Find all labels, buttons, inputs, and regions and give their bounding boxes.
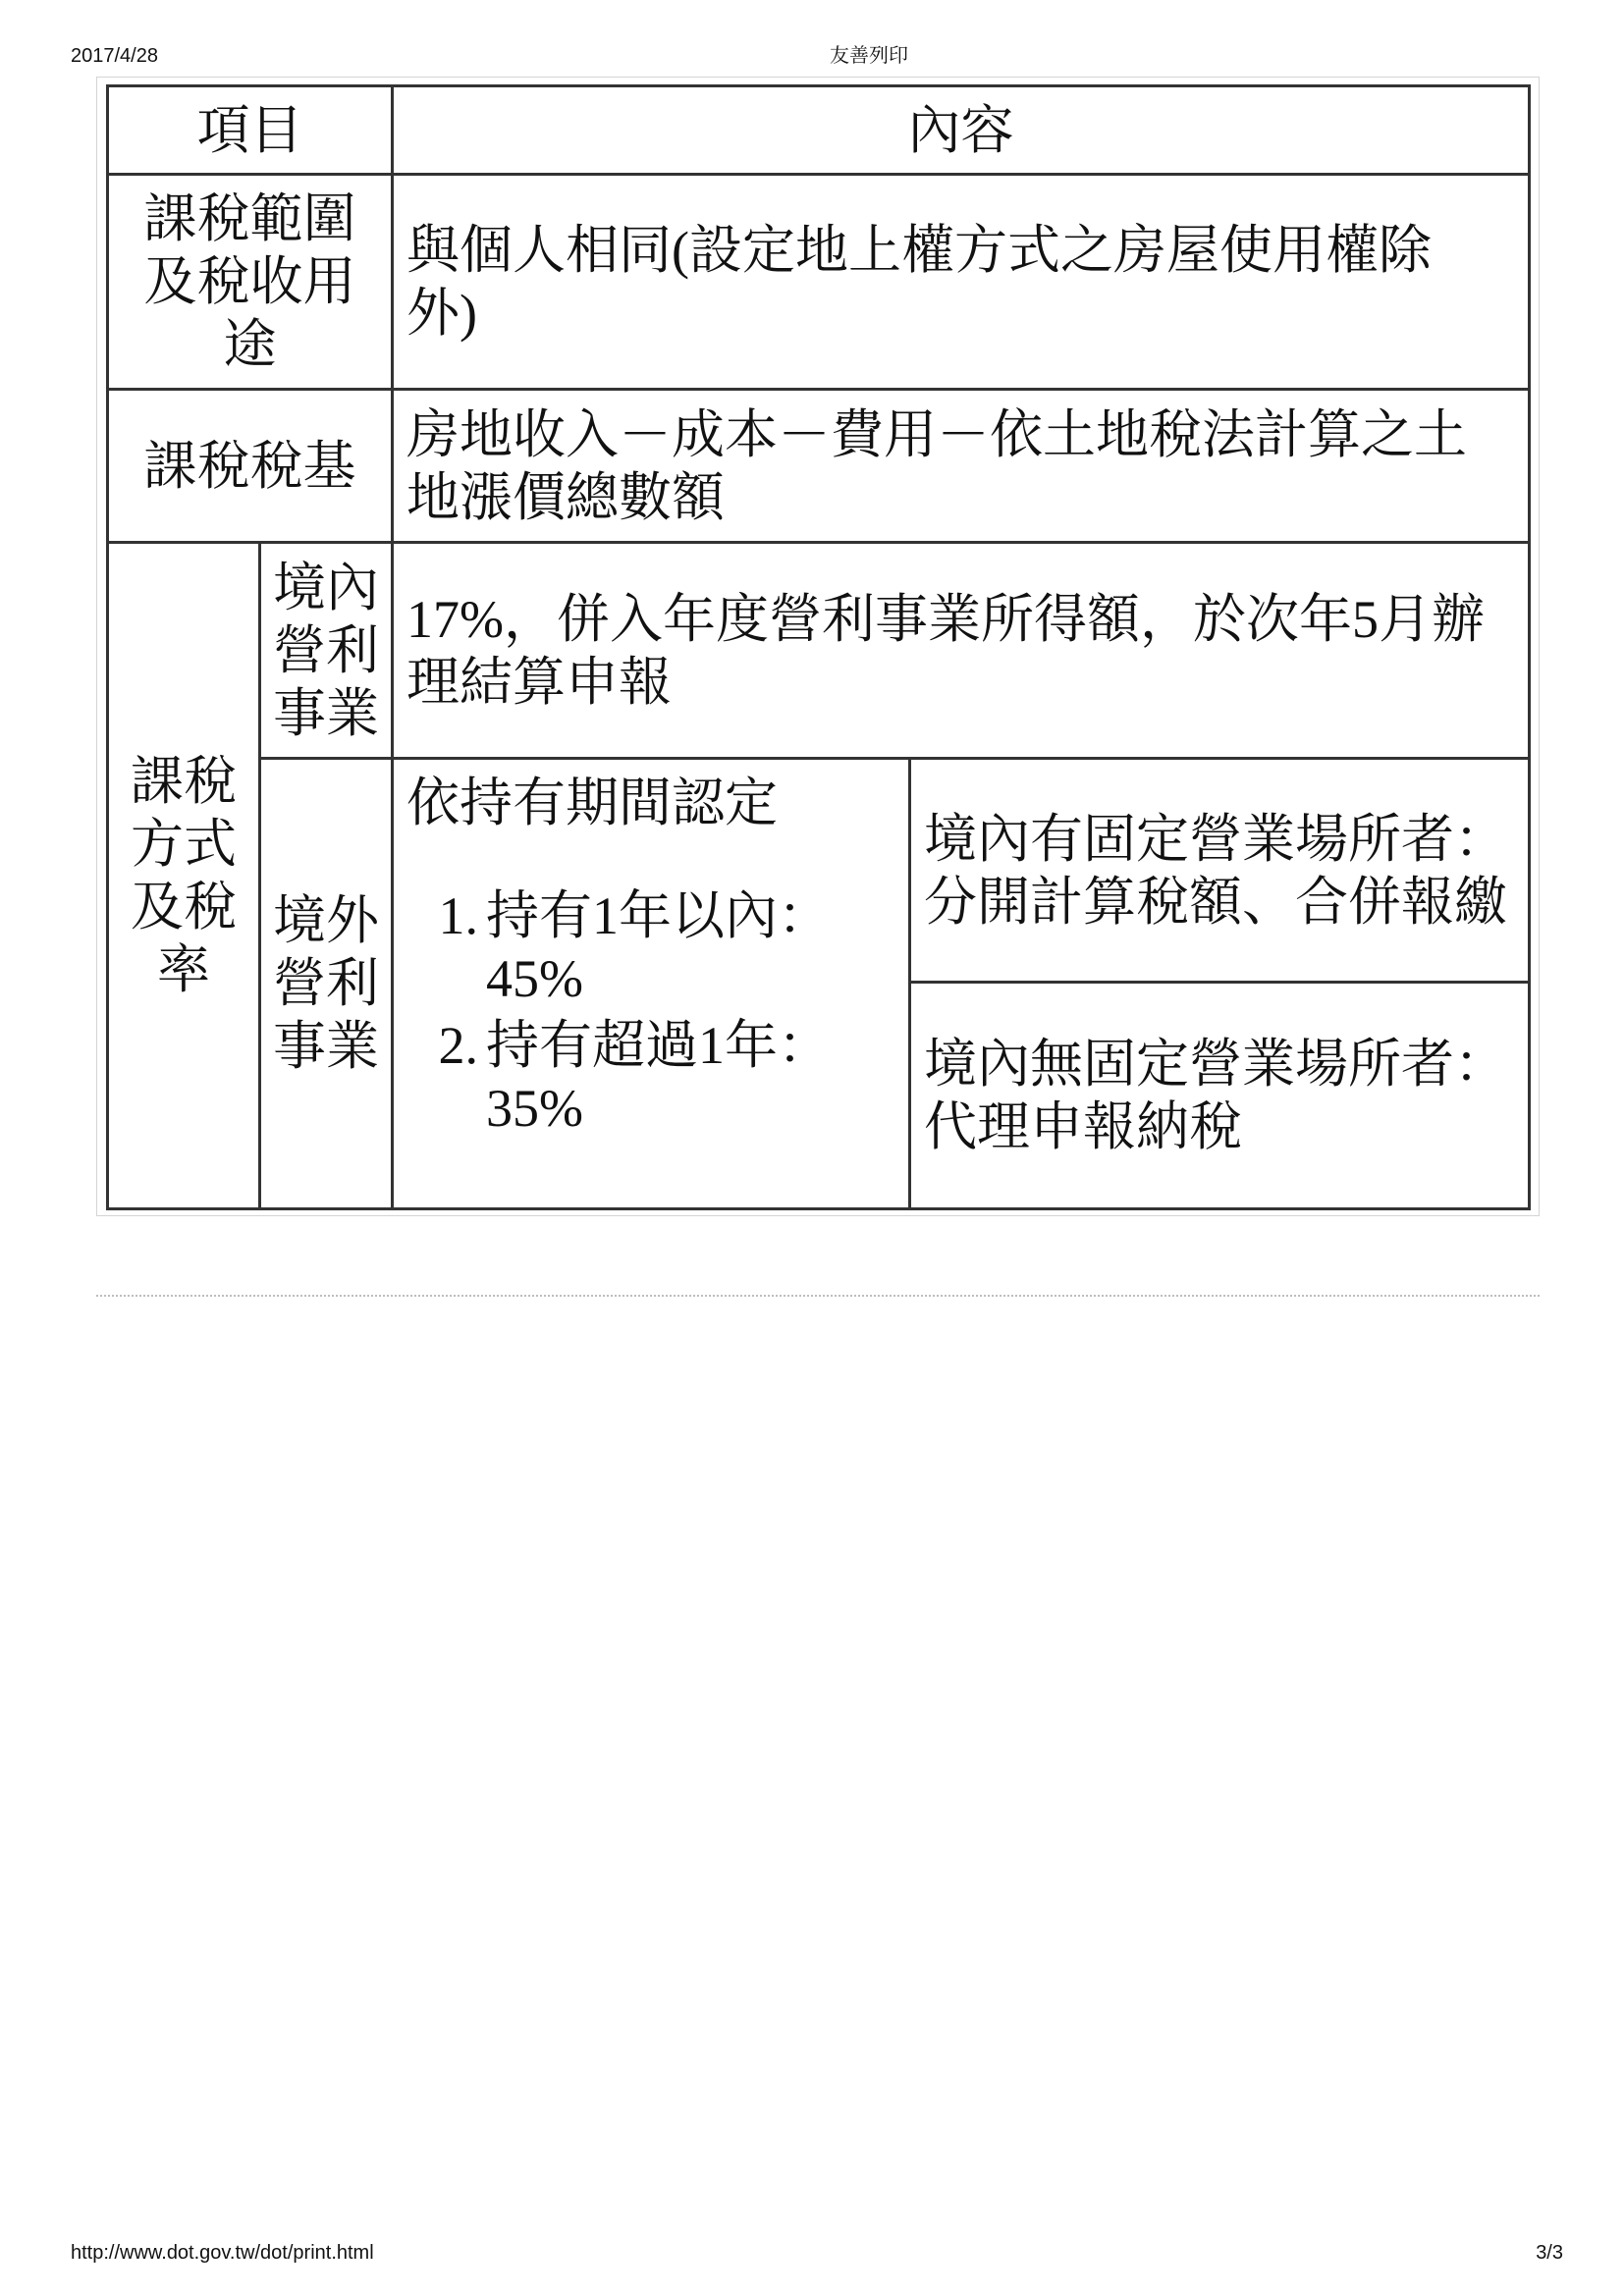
dotted-divider — [96, 1295, 1540, 1297]
domestic-content: 17%，併入年度營利事業所得額，於次年5月辦理結算申報 — [406, 589, 1485, 712]
no-fixed-place-text: 境內無固定營業場所者：代理申報納稅 — [924, 1035, 1507, 1156]
page-number: 3/3 — [1536, 2242, 1563, 2264]
tax-base-label: 課稅稅基 — [143, 434, 356, 497]
print-url: http://www.dot.gov.tw/dot/print.html — [71, 2242, 374, 2264]
sub-label-domestic — [261, 544, 391, 757]
list-marker: 1. — [438, 886, 478, 945]
foreign-label: 境外營利事業 — [273, 889, 379, 1077]
scope-label: 課稅範圍及稅收用途 — [143, 187, 356, 375]
row-label-scope — [109, 176, 391, 388]
list-item-text: 持有超過1年：35% — [486, 1016, 831, 1138]
list-item — [406, 884, 908, 1010]
holding-period-basis: 依持有期間認定 — [406, 774, 778, 832]
row-content-scope — [394, 176, 1528, 388]
fixed-place-text: 境內有固定營業場所者：分開計算稅額、合併報繳 — [924, 809, 1507, 932]
sub-label-foreign — [261, 760, 391, 1207]
header-cell-content — [394, 87, 1528, 173]
row-content-tax-base — [394, 391, 1528, 541]
print-date: 2017/4/28 — [71, 45, 158, 67]
row-label-method — [109, 544, 258, 1207]
method-label: 課稅方式及稅率 — [131, 750, 237, 1000]
no-fixed-place-cell — [911, 984, 1528, 1207]
scope-content: 與個人相同(設定地上權方式之房屋使用權除外) — [406, 221, 1432, 343]
fixed-place-cell — [911, 760, 1528, 981]
row-label-tax-base — [109, 391, 391, 541]
header-cell-item — [109, 87, 391, 173]
domestic-label: 境內營利事業 — [273, 556, 379, 744]
holding-period-list — [406, 884, 908, 1144]
tax-table — [106, 84, 1531, 1210]
list-item-text: 持有1年以內：45% — [486, 886, 831, 1008]
print-title: 友善列印 — [830, 45, 908, 67]
domestic-content-cell — [394, 544, 1528, 757]
list-item — [406, 1014, 908, 1140]
tax-base-content: 房地收入－成本－費用－依土地稅法計算之土地漲價總數額 — [406, 404, 1467, 527]
header-content-label: 內容 — [907, 100, 1014, 160]
foreign-rate-cell — [394, 760, 908, 1207]
header-item-label: 項目 — [196, 100, 303, 160]
list-marker: 2. — [438, 1016, 478, 1075]
